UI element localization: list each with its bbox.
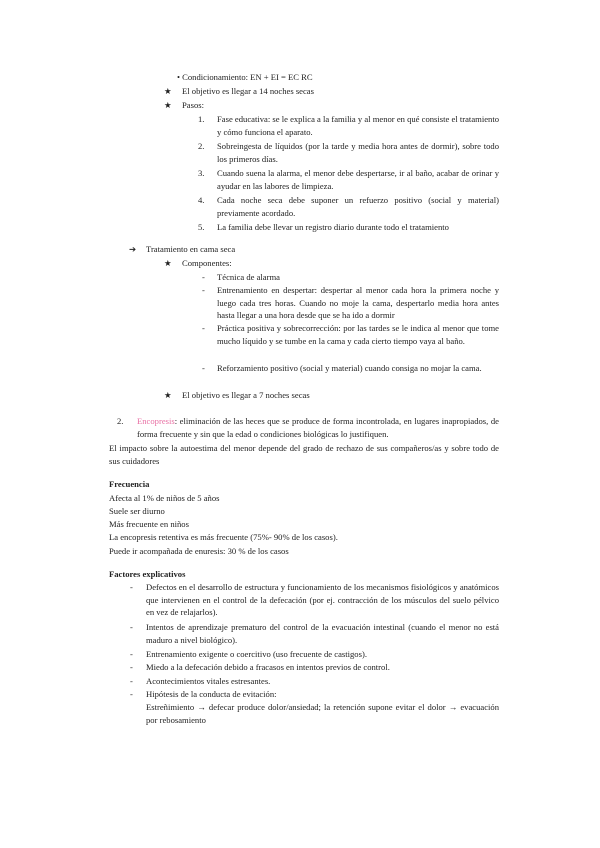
component-item: Reforzamiento positivo (social y material) cuando consiga no mojar la cama. <box>217 363 482 373</box>
component-item: Entrenamiento en despertar: despertar al menor cada hora la primera noche y luego cada tres horas. Cuando no moje la cama, despertarlo media hora antes hasta llegar a una hora desde que se ha ido a dormir <box>217 285 499 320</box>
step-number: 2. <box>198 141 205 151</box>
step-number: 1. <box>198 114 205 124</box>
dash-bullet: - <box>130 649 133 659</box>
dash-bullet: - <box>130 676 133 686</box>
frequency-line: La encopresis retentiva es más frecuente (75%- 90% de los casos). <box>109 532 338 542</box>
star-bullet-icon: ★ <box>164 100 172 110</box>
step-item: Sobreingesta de líquidos (por la tarde y media hora antes de dormir), sobre todo los primeros días. <box>217 141 499 164</box>
factors-heading: Factores explicativos <box>109 569 186 579</box>
dash-bullet: - <box>130 662 133 672</box>
section-number: 2. <box>117 416 124 426</box>
encopresis-impact: El impacto sobre la autoestima del menor depende del grado de rechazo de sus compañeros/as y sobre todo de sus cuidadores <box>109 443 499 466</box>
factor-item: Miedo a la defecación debido a fracasos en intentos previos de control. <box>146 662 390 672</box>
objective-14-nights: El objetivo es llegar a 14 noches secas <box>182 86 314 96</box>
dash-bullet: - <box>202 363 205 373</box>
arrow-bullet-icon: ➔ <box>129 244 137 254</box>
step-item: Fase educativa: se le explica a la familia y al menor en qué consiste el tratamiento y cómo funciona el aparato. <box>217 114 499 137</box>
step-item: La familia debe llevar un registro diario durante todo el tratamiento <box>217 222 449 232</box>
dash-bullet: - <box>130 689 133 699</box>
factor-item: Acontecimientos vitales estresantes. <box>146 676 271 686</box>
encopresis-definition <box>137 415 499 440</box>
component-item: Práctica positiva y sobrecorrección: por las tardes se le indica al menor que tome mucho líquido y se tumbe en la cama y cada cierto tiempo vaya al baño. <box>217 323 499 346</box>
step-item: Cuando suena la alarma, el menor debe despertarse, ir al baño, acabar de orinar y ayudar en las labores de limpieza. <box>217 168 499 191</box>
conditioning-line: • Condicionamiento: EN + EI = EC RC <box>177 72 313 82</box>
frequency-line: Más frecuente en niños <box>109 519 189 529</box>
factor-item: Intentos de aprendizaje prematuro del control de la evacuación intestinal (cuando el menor no está maduro a nivel biológico). <box>146 622 499 645</box>
step-item: Cada noche seca debe suponer un refuerzo positivo (social y material) previamente acordado. <box>217 195 499 218</box>
encopresis-term: Encopresis <box>137 416 175 426</box>
star-bullet-icon: ★ <box>164 390 172 400</box>
components-label: Componentes: <box>182 258 232 268</box>
star-bullet-icon: ★ <box>164 86 172 96</box>
dash-bullet: - <box>130 582 133 592</box>
dash-bullet: - <box>202 323 205 333</box>
frequency-line: Afecta al 1% de niños de 5 años <box>109 493 220 503</box>
steps-label: Pasos: <box>182 100 204 110</box>
component-item: Técnica de alarma <box>217 272 280 282</box>
factor-item: Hipótesis de la conducta de evitación: <box>146 689 277 699</box>
dash-bullet: - <box>202 272 205 282</box>
dash-bullet: - <box>130 622 133 632</box>
step-number: 4. <box>198 195 205 205</box>
objective-7-nights: El objetivo es llegar a 7 noches secas <box>182 390 310 400</box>
dash-bullet: - <box>202 285 205 295</box>
step-number: 3. <box>198 168 205 178</box>
frequency-heading: Frecuencia <box>109 479 150 489</box>
dry-bed-title: Tratamiento en cama seca <box>146 244 236 254</box>
step-number: 5. <box>198 222 205 232</box>
avoidance-hypothesis-detail: Estreñimiento → defecar produce dolor/ansiedad; la retención supone evitar el dolor → evacuación por rebosamiento <box>146 702 499 725</box>
star-bullet-icon: ★ <box>164 258 172 268</box>
frequency-line: Suele ser diurno <box>109 506 165 516</box>
factor-item: Entrenamiento exigente o coercitivo (uso frecuente de castigos). <box>146 649 367 659</box>
frequency-line: Puede ir acompañada de enuresis: 30 % de los casos <box>109 546 289 556</box>
factor-item: Defectos en el desarrollo de estructura y funcionamiento de los mecanismos fisiológicos y anatómicos que intervienen en el control de la defecación (por ej. contracción de los músculos del suelo pélvico en vez de relajarlos). <box>146 582 499 617</box>
encopresis-def-text: : eliminación de las heces que se produce de forma incontrolada, en lugares inapropiados, de forma frecuente y sin que la edad o condiciones biológicas lo justifiquen. <box>137 416 499 439</box>
